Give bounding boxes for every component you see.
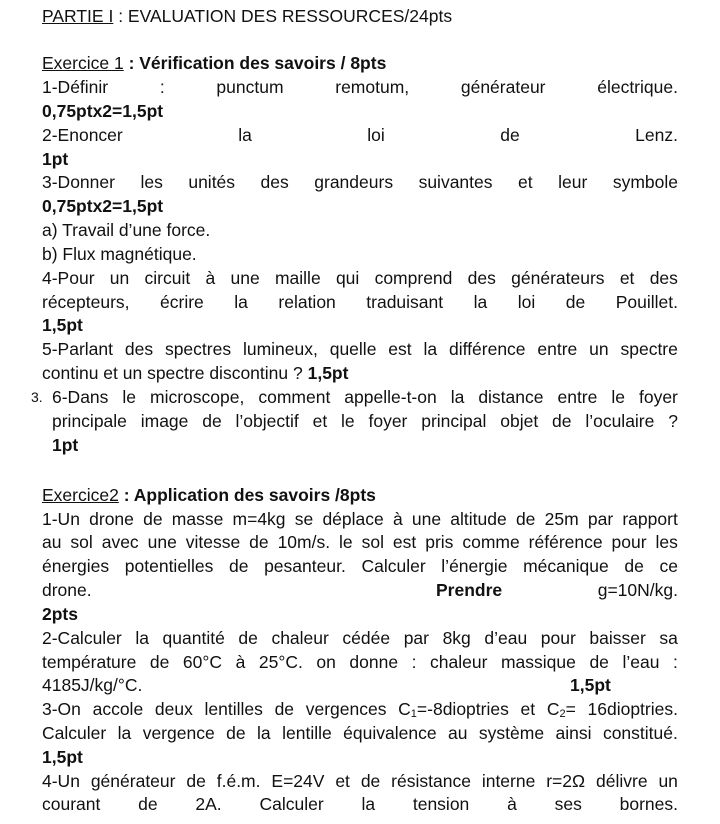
word: par [587, 509, 614, 529]
word: baisser [589, 628, 646, 648]
word: loi [367, 125, 385, 145]
word: lumineux, [242, 339, 318, 359]
list-marker: 3. [31, 389, 43, 405]
word: énergies [42, 556, 110, 576]
word: de [500, 125, 520, 145]
word: on [316, 652, 336, 672]
word: 2-Enoncer [42, 125, 123, 145]
word: de [228, 556, 249, 576]
word: remotum, [335, 77, 410, 97]
word: générateur [90, 771, 176, 791]
word: pesanteur. [264, 556, 346, 576]
word: 8kg [442, 628, 471, 648]
word: ses [554, 794, 582, 814]
ex2-q1-line1 [42, 507, 678, 531]
word: Calculer [259, 794, 324, 814]
ex2-q2-line2 [42, 650, 678, 674]
word: un [589, 339, 609, 359]
word: principale [52, 411, 127, 431]
word: spectre [620, 339, 678, 359]
word: 60°C [182, 652, 223, 672]
word: suivantes [418, 172, 493, 192]
word: ainsi [555, 723, 592, 743]
word: les [655, 532, 678, 552]
word: pour [611, 532, 647, 552]
ex2-q2-points: 1,5pt [570, 675, 611, 695]
word: 6-Dans [52, 387, 109, 407]
word: ce [659, 556, 678, 576]
word: à [235, 652, 246, 672]
word: punctum [216, 77, 284, 97]
word: un [109, 268, 130, 288]
partie-label: PARTIE I [42, 6, 114, 26]
word: d’eau [484, 628, 528, 648]
word: le [339, 532, 353, 552]
word: des [467, 268, 496, 288]
word: traduisant [366, 292, 444, 312]
word: f.é.m. [216, 771, 261, 791]
word: m=4kg [232, 509, 286, 529]
word: 1-Définir [42, 77, 109, 97]
word: de [238, 628, 258, 648]
word: la [117, 723, 132, 743]
word: entre [537, 339, 578, 359]
exercice2-heading: Exercice2 : Application des savoirs /8pts [42, 485, 376, 505]
word: maille [274, 268, 321, 288]
word: r=2Ω [546, 771, 586, 791]
word: altitude [450, 509, 507, 529]
word: de [149, 652, 170, 672]
word: tension [412, 794, 470, 814]
word: électrique. [597, 77, 678, 97]
word: de [143, 509, 163, 529]
ex2-q1-line2 [42, 530, 678, 554]
word: la [257, 723, 271, 743]
word: 1-Un [42, 509, 80, 529]
ex1-q1 [42, 75, 678, 99]
word: avec [101, 532, 139, 552]
word: de [624, 556, 644, 576]
word: l’objectif [235, 411, 299, 431]
ex1-q3-a: a) Travail d’une force. [42, 220, 211, 240]
word: chaleur [430, 652, 488, 672]
word: drone [89, 509, 134, 529]
word: et [619, 268, 635, 288]
word: de [360, 771, 381, 791]
ex2-q3-line2 [42, 721, 678, 745]
word: une [230, 268, 260, 288]
word: interne [481, 771, 536, 791]
word: E=24V [271, 771, 325, 791]
partie-title: PARTIE I : EVALUATION DES RESSOURCES/24pts [42, 6, 453, 26]
word: de [565, 292, 586, 312]
word: image [140, 411, 189, 431]
word: l’eau [622, 652, 660, 672]
word: 3-Donner [42, 172, 115, 192]
word: au [42, 532, 62, 552]
word: donne [349, 652, 399, 672]
word: : [672, 652, 678, 672]
word: foyer [368, 411, 408, 431]
word: résistance [391, 771, 471, 791]
word: de [186, 771, 206, 791]
word: quelle [329, 339, 377, 359]
word: sol [361, 532, 384, 552]
word: vitesse [185, 532, 241, 552]
word: courant [42, 794, 101, 814]
ex1-q3-points: 0,75ptx2=1,5pt [42, 196, 164, 216]
word: comment [258, 387, 331, 407]
word: délivre [596, 771, 648, 791]
word: la [238, 125, 252, 145]
word: une [411, 509, 442, 529]
word: pris [425, 532, 454, 552]
word: foyer [638, 387, 678, 407]
word: entre [557, 387, 598, 407]
word: des [124, 339, 154, 359]
ex2-q4-line1 [42, 769, 678, 793]
word: se [294, 509, 314, 529]
word: 4-Un [42, 771, 80, 791]
word: de [249, 532, 269, 552]
word: 5-Parlant [42, 339, 114, 359]
ex1-q5-line2: continu et un spectre discontinu ? 1,5pt [42, 363, 349, 383]
word: différence [449, 339, 526, 359]
word: loi [517, 292, 536, 312]
ex1-q6-line2 [52, 409, 678, 433]
word: 25m [544, 509, 579, 529]
word: ? [668, 411, 678, 431]
word: potentielles [124, 556, 214, 576]
word: cédée [342, 628, 391, 648]
word: grandeurs [314, 172, 394, 192]
exercice1-heading: Exercice 1 : Vérification des savoirs / 8pts [42, 53, 387, 73]
word: à [507, 794, 517, 814]
word: un [658, 771, 678, 791]
word: une [147, 532, 177, 552]
word: température [42, 652, 137, 672]
word: système [478, 723, 545, 743]
word: lentille [282, 723, 332, 743]
word: de [138, 794, 158, 814]
word: la [423, 339, 438, 359]
word: de [226, 723, 246, 743]
word: 25°C. [258, 652, 303, 672]
ex2-q4-line2 [42, 792, 678, 816]
word: l’oculaire [585, 411, 655, 431]
ex1-q4-line2 [42, 290, 678, 314]
word: : [159, 77, 165, 97]
word: à [392, 509, 403, 529]
ex1-q6-line1 [52, 385, 678, 409]
word: le [122, 387, 137, 407]
ex1-q5-line1 [42, 337, 678, 361]
word: la [234, 292, 248, 312]
word: massique [500, 652, 576, 672]
word: rapport [622, 509, 678, 529]
word: constitué. [602, 723, 678, 743]
word: quantité [162, 628, 225, 648]
word: chaleur [271, 628, 329, 648]
word: de [552, 411, 572, 431]
word: est [388, 339, 412, 359]
word: et [518, 172, 533, 192]
word: les [140, 172, 163, 192]
word: récepteurs, [42, 292, 130, 312]
word: des [260, 172, 289, 192]
word: comprend [374, 268, 453, 288]
word: la [135, 628, 149, 648]
word: et [312, 411, 328, 431]
word: qui [335, 268, 360, 288]
ex1-q2 [42, 123, 678, 147]
word: de [589, 652, 609, 672]
word: spectres [164, 339, 232, 359]
ex1-q3 [42, 170, 678, 194]
ex1-q4-points: 1,5pt [42, 315, 83, 335]
word: référence [528, 532, 603, 552]
word: la [361, 794, 376, 814]
word: et [335, 771, 350, 791]
word: vergence [142, 723, 215, 743]
word: mécanique [523, 556, 609, 576]
ex2-q1-line4: drone. Prendre g=10N/kg. [42, 580, 678, 600]
ex2-q2-line3: 4185J/kg/°C. 1,5pt [42, 675, 611, 695]
word: à [205, 268, 216, 288]
word: la [473, 292, 488, 312]
word: : [411, 652, 417, 672]
ex2-q1-line3 [42, 554, 678, 578]
ex1-q5-points: 1,5pt [307, 363, 349, 383]
ex1-q2-points: 1pt [42, 149, 69, 169]
ex1-q6-points: 1pt [52, 435, 79, 455]
word: équivalence [343, 723, 437, 743]
word: objet [500, 411, 539, 431]
word: bornes. [619, 794, 678, 814]
word: sol [70, 532, 93, 552]
word: appelle-t-on [344, 387, 437, 407]
word: déplace [322, 509, 384, 529]
ex1-q4-line1 [42, 266, 678, 290]
ex1-q3-b: b) Flux magnétique. [42, 244, 197, 264]
word: distance [478, 387, 544, 407]
word: de [515, 509, 536, 529]
word: générateurs [511, 268, 605, 288]
word: écrire [160, 292, 204, 312]
word: Calculer [361, 556, 426, 576]
word: de [202, 411, 222, 431]
word: relation [278, 292, 336, 312]
word: 10m/s. [277, 532, 331, 552]
word: par [403, 628, 429, 648]
ex2-q2-line1 [42, 626, 678, 650]
word: au [448, 723, 468, 743]
word: unités [188, 172, 236, 192]
word: Calculer [42, 723, 107, 743]
word: leur [558, 172, 588, 192]
word: générateur [460, 77, 546, 97]
word: Lenz. [635, 125, 678, 145]
word: le [341, 411, 355, 431]
word: microscope, [150, 387, 245, 407]
word: 2-Calculer [42, 628, 122, 648]
word: 4-Pour [42, 268, 95, 288]
word: est [392, 532, 417, 552]
word: le [611, 387, 625, 407]
word: pour [540, 628, 576, 648]
word: principal [421, 411, 487, 431]
word: symbole [612, 172, 678, 192]
word: sa [659, 628, 678, 648]
ex1-q1-points: 0,75ptx2=1,5pt [42, 101, 164, 121]
word: Pouillet. [615, 292, 678, 312]
ex2-q1-points: 2pts [42, 604, 78, 624]
word: masse [171, 509, 224, 529]
word: 2A. [195, 794, 222, 814]
word: circuit [144, 268, 191, 288]
word: comme [462, 532, 520, 552]
word: des [649, 268, 678, 288]
word: l’énergie [441, 556, 508, 576]
ex2-q3-points: 1,5pt [42, 747, 83, 767]
word: la [450, 387, 465, 407]
ex2-q3-line1: 3-On accole deux lentilles de vergences $C_1=-8dioptries$ et $C_2=$ 16dioptries. [42, 699, 678, 720]
